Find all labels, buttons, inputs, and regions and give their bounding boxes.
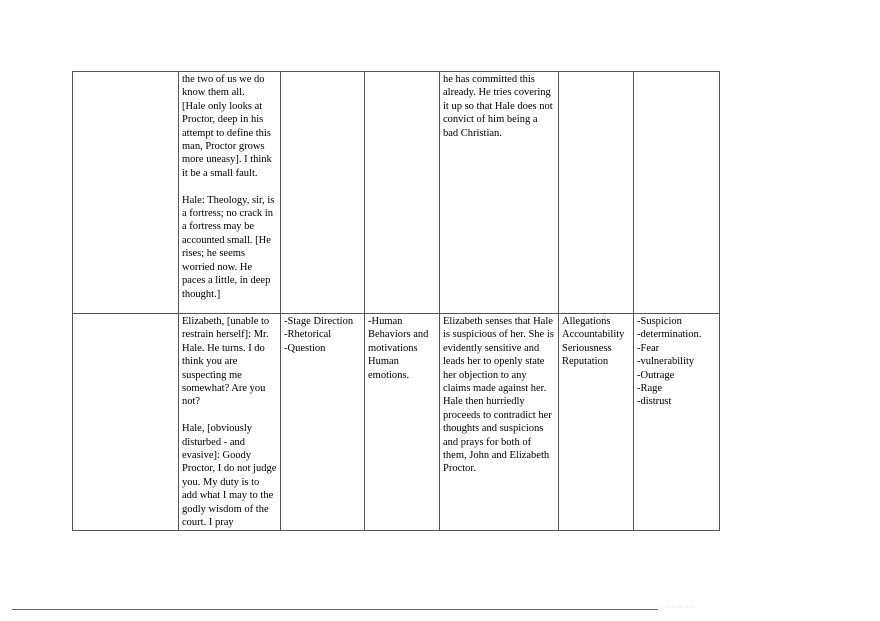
dialogue-cell: the two of us we do know them all. [Hale only looks at Proctor, deep in his attempt to define this man, Proctor grows more uneasy]. I think it be a small fault. Hale: Theology, sir, is a fortress; no crack in a fortress may be accounted small. [He rises; he seems worried now. He paces a little, in deep thought.]: [179, 72, 281, 314]
table-cell: [73, 72, 179, 314]
analysis-cell: he has committed this already. He tries covering it up so that Hale does not convict of him being a bad Christian.: [440, 72, 559, 314]
emotions-cell: [634, 72, 720, 314]
analysis-cell: Elizabeth senses that Hale is suspicious of her. She is evidently sensitive and leads her to openly state her objection to any claims made against her. Hale then hurriedly proceeds to contradict her thoughts and suspicions and prays for both of them, John and Elizabeth Proctor.: [440, 314, 559, 531]
table-cell: [73, 314, 179, 531]
table-row: [73, 314, 720, 531]
concepts-cell: Allegations Accountability Seriousness Reputation: [559, 314, 634, 531]
techniques-cell: -Stage Direction -Rhetorical -Question: [281, 314, 365, 531]
themes-cell: -Human Behaviors and motivations Human emotions.: [365, 314, 440, 531]
analysis-table: [72, 71, 720, 531]
concepts-cell: [559, 72, 634, 314]
themes-cell: [365, 72, 440, 314]
techniques-cell: [281, 72, 365, 314]
footer-rule: [12, 609, 658, 610]
emotions-cell: -Suspicion -determination. -Fear -vulnerability -Outrage -Rage -distrust: [634, 314, 720, 531]
table-row: [73, 72, 720, 314]
footer-mark: · · · · · ·: [660, 604, 695, 611]
dialogue-cell: Elizabeth, [unable to restrain herself]: Mr. Hale. He turns. I do think you are suspecting me somewhat? Are you not? Hale, [obviously disturbed - and evasive]: Goody Proctor, I do not judge you. My duty is to add what I may to the godly wisdom of the court. I pray: [179, 314, 281, 531]
